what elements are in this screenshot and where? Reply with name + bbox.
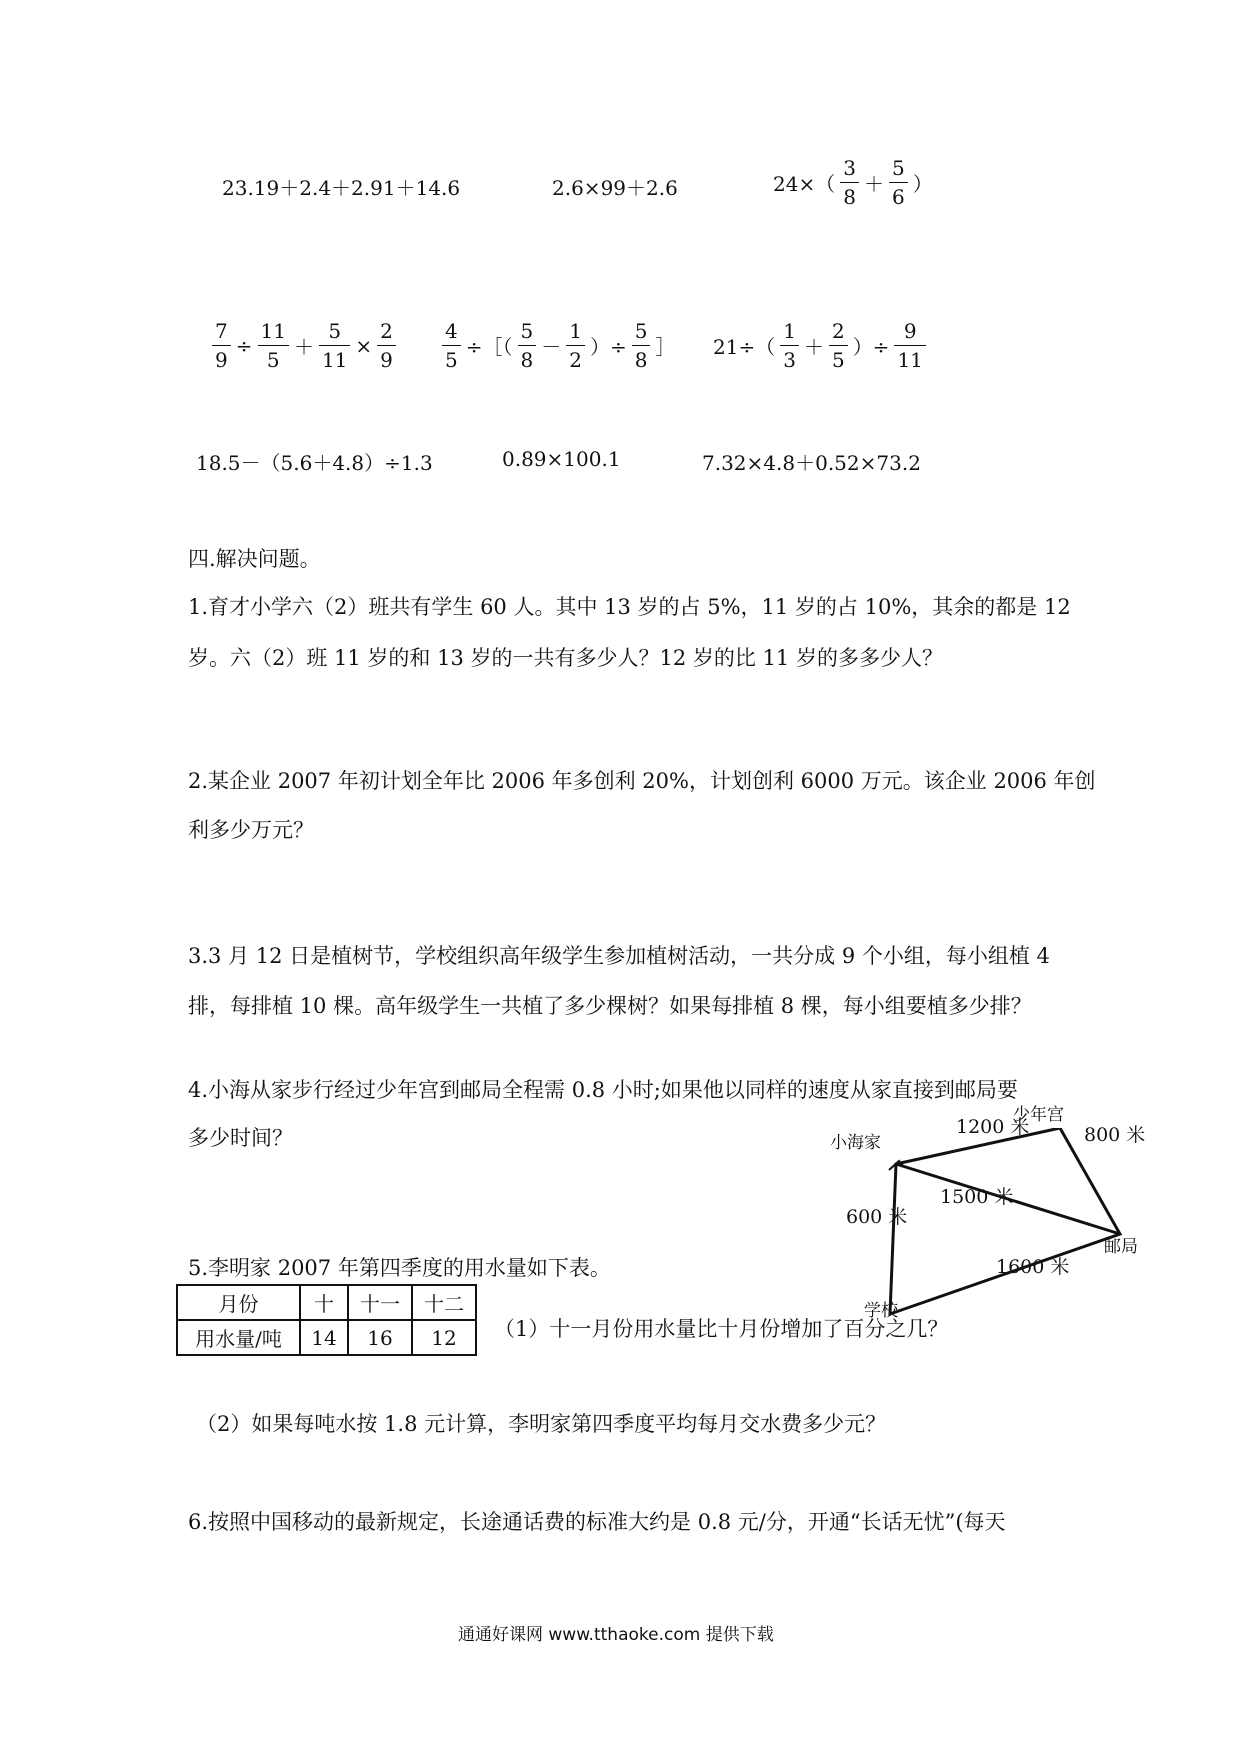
table-cell: 用水量/吨	[177, 1320, 300, 1355]
label-palace: 少年宫	[1013, 1105, 1064, 1125]
expr-1-3-prefix: 24×（	[773, 172, 836, 196]
fraction: $\frac{7}{9}$	[212, 317, 231, 374]
expr-2-2: $\frac{4}{5}$ ÷［（ $\frac{5}{8}$ － $\frac{1}{2}$ ）÷ $\frac{5}{8}$ ］	[440, 317, 678, 374]
fraction: $\frac{2}{9}$	[377, 317, 396, 374]
problem-3-line-1: 3.3 月 12 日是植树节，学校组织高年级学生参加植树活动，一共分成 9 个小组，每小组植 4	[188, 944, 1050, 968]
fraction: $\frac{5}{8}$	[518, 317, 537, 374]
expr-3-2: 0.89×100.1	[502, 447, 621, 471]
water-usage-table	[176, 1284, 477, 1356]
fraction: $\frac{5}{11}$	[319, 317, 350, 374]
page-footer: 通通好课网 www.tthaoke.com 提供下载	[458, 1625, 774, 1645]
table-row	[177, 1285, 476, 1320]
table-cell: 16	[348, 1320, 412, 1355]
dist-palace-post: 800 米	[1084, 1124, 1146, 1146]
expr-2-1: $\frac{7}{9}$ ÷ $\frac{11}{5}$ ＋ $\frac{5}{11}$ × $\frac{2}{9}$	[210, 317, 398, 374]
label-home: 小海家	[830, 1133, 881, 1153]
table-cell: 14	[300, 1320, 348, 1355]
expr-3-3: 7.32×4.8＋0.52×73.2	[702, 451, 921, 475]
problem-2-line-1: 2.某企业 2007 年初计划全年比 2006 年多创利 20%，计划创利 6000 万元。该企业 2006 年创	[188, 769, 1096, 793]
problem-2-line-2: 利多少万元？	[188, 818, 314, 842]
dist-school-post: 1600 米	[996, 1256, 1070, 1278]
section-title: 四.解决问题。	[188, 547, 321, 571]
dist-home-school: 600 米	[846, 1206, 908, 1228]
expr-2-3: 21÷（ $\frac{1}{3}$ ＋ $\frac{2}{5}$ ）÷ $\frac{9}{11}$	[710, 317, 928, 374]
table-header-cell: 十	[300, 1285, 348, 1320]
fraction: $\frac{11}{5}$	[258, 317, 289, 374]
problem-3-line-2: 排，每排植 10 棵。高年级学生一共植了多少棵树？如果每排植 8 棵，每小组要植多少排？	[188, 994, 1032, 1018]
fraction: $\frac{2}{5}$	[829, 317, 848, 374]
fraction: $\frac{3}{8}$	[840, 154, 859, 211]
fraction: $\frac{1}{3}$	[780, 317, 799, 374]
problem-6-line-1: 6.按照中国移动的最新规定，长途通话费的标准大约是 0.8 元/分，开通“长话无忧”(每天	[188, 1510, 1006, 1534]
fraction: $\frac{5}{8}$	[632, 317, 651, 374]
fraction: $\frac{4}{5}$	[442, 317, 461, 374]
expr-1-2: 2.6×99＋2.6	[552, 176, 678, 200]
label-school: 学校	[864, 1301, 898, 1321]
problem-5-question-1: （1）十一月份用水量比十月份增加了百分之几？	[494, 1317, 949, 1341]
expr-3-1: 18.5－（5.6＋4.8）÷1.3	[196, 451, 433, 475]
dist-home-palace: 1200 米	[956, 1116, 1030, 1138]
fraction: $\frac{9}{11}$	[894, 317, 925, 374]
table-header-cell: 十二	[412, 1285, 476, 1320]
fraction: $\frac{5}{6}$	[889, 154, 908, 211]
fraction: $\frac{1}{2}$	[566, 317, 585, 374]
problem-4-line-2: 多少时间？	[188, 1126, 293, 1150]
expr-1-3: 24×（ $\frac{3}{8}$ ＋ $\frac{5}{6}$ ）	[773, 156, 933, 209]
problem-5-line-1: 5.李明家 2007 年第四季度的用水量如下表。	[188, 1256, 611, 1280]
table-header-cell: 十一	[348, 1285, 412, 1320]
problem-5-question-2: （2）如果每吨水按 1.8 元计算，李明家第四季度平均每月交水费多少元？	[196, 1412, 887, 1436]
table-row	[177, 1320, 476, 1355]
dist-home-post: 1500 米	[940, 1186, 1014, 1208]
table-header-cell: 月份	[177, 1285, 300, 1320]
label-post: 邮局	[1104, 1237, 1138, 1257]
problem-4-line-1: 4.小海从家步行经过少年宫到邮局全程需 0.8 小时;如果他以同样的速度从家直接到邮局要	[188, 1078, 1018, 1102]
route-quadrilateral	[890, 1128, 1120, 1314]
problem-1-line-1: 1.育才小学六（2）班共有学生 60 人。其中 13 岁的占 5%，11 岁的占 10%，其余的都是 12	[188, 595, 1071, 619]
expr-1-1: 23.19＋2.4＋2.91＋14.6	[222, 176, 461, 200]
table-cell: 12	[412, 1320, 476, 1355]
problem-1-line-2: 岁。六（2）班 11 岁的和 13 岁的一共有多少人？12 岁的比 11 岁的多多少人？	[188, 646, 943, 670]
